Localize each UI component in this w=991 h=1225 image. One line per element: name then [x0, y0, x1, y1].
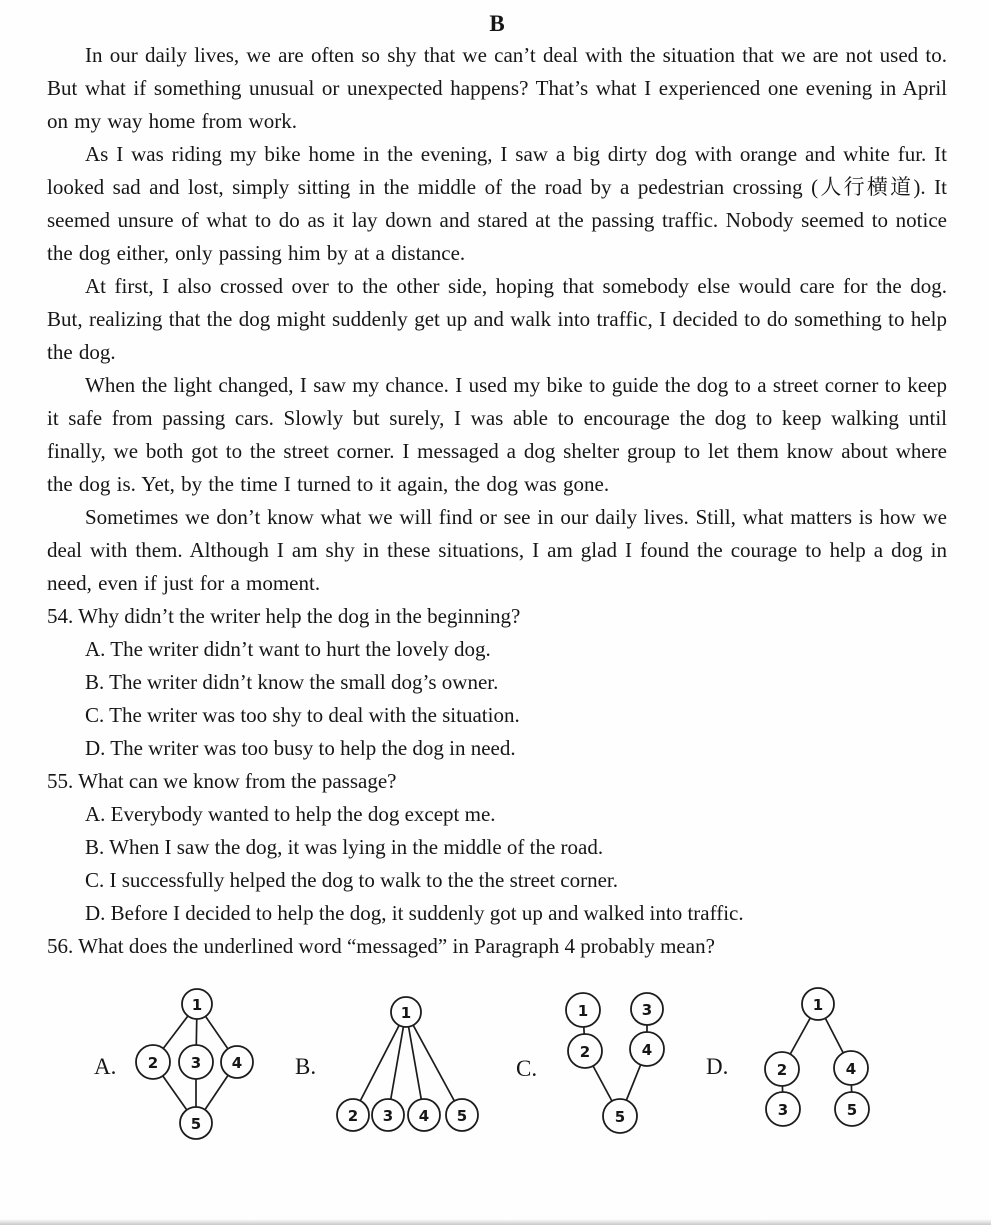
question-54: 54. Why didn’t the writer help the dog in the beginning?	[47, 604, 521, 628]
passage-paragraph-2: As I was riding my bike home in the evening, I saw a big dirty dog with orange and white fur. It looked sad and lost, simply sitting in the middle of the road by a pedestrian crossing (人行横道). It seemed unsure of what to do as it lay down and stared at the passing traffic. Nobody seemed to notice the dog either, only passing him by at a distance.	[47, 142, 947, 265]
node-number-3: 3	[641, 1001, 653, 1019]
question-55-option-d: D. Before I decided to help the dog, it suddenly got up and walked into traffic.	[85, 901, 744, 925]
question-54-option-d: D. The writer was too busy to help the dog in need.	[85, 736, 516, 760]
question-56-answer-diagrams	[47, 967, 944, 1157]
diagram-option-d	[706, 988, 869, 1126]
diagram-option-c	[516, 993, 664, 1133]
node-number-3: 3	[190, 1054, 202, 1072]
node-number-5: 5	[614, 1108, 626, 1126]
node-number-2: 2	[147, 1054, 159, 1072]
question-55-option-a: A. Everybody wanted to help the dog except me.	[85, 802, 496, 826]
node-number-2: 2	[347, 1107, 359, 1125]
passage-paragraph-3: At first, I also crossed over to the other side, hoping that somebody else would care for the dog. But, realizing that the dog might suddenly get up and walk into traffic, I decided to do something to help the dog.	[47, 274, 947, 364]
diagram-option-a	[94, 989, 253, 1139]
node-number-1: 1	[812, 996, 824, 1014]
scan-bottom-edge	[0, 1219, 991, 1225]
node-number-3: 3	[777, 1101, 789, 1119]
diagram-option-b	[295, 997, 478, 1131]
node-number-4: 4	[845, 1060, 857, 1078]
passage-paragraph-5: Sometimes we don’t know what we will find or see in our daily lives. Still, what matters is how we deal with them. Although I am shy in these situations, I am glad I found the courage to help a dog in need, even if just for a moment.	[47, 505, 947, 595]
diagram-option-letter: B.	[295, 1054, 317, 1079]
node-number-1: 1	[191, 996, 203, 1014]
node-number-5: 5	[456, 1107, 468, 1125]
diagram-option-letter: D.	[706, 1054, 729, 1079]
diagram-option-letter: C.	[516, 1056, 538, 1081]
question-55: 55. What can we know from the passage?	[47, 769, 397, 793]
question-54-option-b: B. The writer didn’t know the small dog’s owner.	[85, 670, 499, 694]
node-number-2: 2	[579, 1043, 591, 1061]
node-number-2: 2	[776, 1061, 788, 1079]
node-number-3: 3	[382, 1107, 394, 1125]
question-54-option-a: A. The writer didn’t want to hurt the lovely dog.	[85, 637, 491, 661]
node-number-5: 5	[190, 1115, 202, 1133]
node-number-4: 4	[641, 1041, 653, 1059]
question-55-option-b: B. When I saw the dog, it was lying in the middle of the road.	[85, 835, 604, 859]
diagram-option-letter: A.	[94, 1054, 117, 1079]
node-number-4: 4	[418, 1107, 430, 1125]
question-56: 56. What does the underlined word “messaged” in Paragraph 4 probably mean?	[47, 934, 715, 958]
node-number-4: 4	[231, 1054, 243, 1072]
passage-paragraph-4: When the light changed, I saw my chance. I used my bike to guide the dog to a street corner to keep it safe from passing cars. Slowly but surely, I was able to encourage the dog to keep walking until finally, we both got to the street corner. I messaged a dog shelter group to let them know about where the dog is. Yet, by the time I turned to it again, the dog was gone.	[47, 373, 947, 496]
passage-paragraph-1: In our daily lives, we are often so shy that we can’t deal with the situation that we are not used to. But what if something unusual or unexpected happens? That’s what I experienced one evening in April on my way home from work.	[47, 43, 947, 133]
node-number-5: 5	[846, 1101, 858, 1119]
question-54-option-c: C. The writer was too shy to deal with the situation.	[85, 703, 520, 727]
question-55-option-c: C. I successfully helped the dog to walk to the the street corner.	[85, 868, 619, 892]
edge-line-1-2	[353, 1012, 406, 1115]
section-title: B	[489, 11, 505, 36]
node-number-1: 1	[400, 1004, 412, 1022]
node-number-1: 1	[577, 1002, 589, 1020]
